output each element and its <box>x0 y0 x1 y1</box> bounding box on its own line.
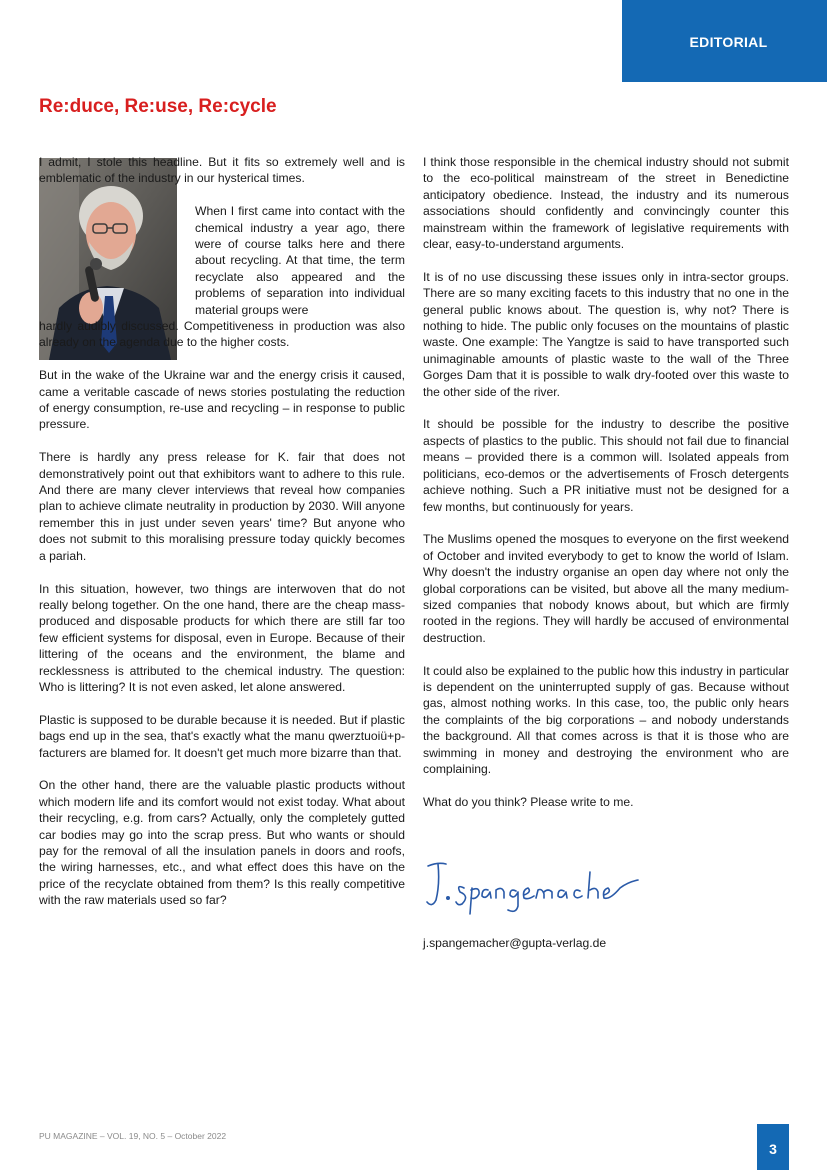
page-number: 3 <box>769 1141 777 1157</box>
paragraph: On the other hand, there are the valuable plastic products without which modern life and its comfort would not exist today. What about their recycling, e.g. from cars? Actually, only the completely gutted car bodies may go into the scrap press. But who wants or should pay for the removal of all the insulation panels in doors and roofs, the wiring harnesses, etc., and what effect does this have on the price of the recyclate obtained from them? Is this really competitive with the raw materials used so far? <box>39 778 405 908</box>
article-title: Re:duce, Re:use, Re:cycle <box>39 96 277 117</box>
paragraph: It should be possible for the industry to describe the positive aspects of plastics to the public. This should not fail due to financial means – provided there is a common will. Isolated appeals from politicians, eco-demos or the advertisements of Frosch detergents achieve nothing. Such a PR initiative must not be designed for a few months, but continuously for years. <box>423 417 789 514</box>
section-tab <box>622 0 827 82</box>
paragraph: But in the wake of the Ukraine war and the energy crisis it caused, came a veritable cascade of news stories postulating the reduction of energy consumption, re-use and recycling – in response to public pressure. <box>39 368 405 432</box>
paragraph: I think those responsible in the chemical industry should not submit to the eco-political mainstream of the street in Benedictine anticipatory obedience. Instead, the industry and its numerous associations should confidently and convincingly counter this mainstream within the framework of legislative requirements with clear, easy-to-understand arguments. <box>423 155 789 252</box>
section-tab-label: EDITORIAL <box>689 34 768 50</box>
wrap-paragraph-top: When I first came into contact with the chemical industry a year ago, there were of course talks here and there about recycling. At that time, the term recyclate also appeared and the problems of separation into individual material groups were <box>195 204 405 317</box>
author-email[interactable]: j.spangemacher@gupta-verlag.de <box>423 936 607 950</box>
signature <box>424 858 664 918</box>
paragraph: The Muslims opened the mosques to everyone on the first weekend of October and invited everybody to get to know the world of Islam. Why doesn't the industry organise an open day where not only the global corporations can be visited, but above all the many medium-sized companies that nobody knows about, but which are firmly rooted in the regions. They will hardly be accused of environmental destruction. <box>423 532 789 645</box>
paragraph: It could also be explained to the public how this industry in particular is dependent on the uninterrupted supply of gas. Because without gas, almost nothing works. In this case, too, the public only hears the complaints of the big corporations – and nobody understands the background. All that comes across is that it is those who are swimming in money and destroying the environment who are complaining. <box>423 663 789 776</box>
right-column <box>423 154 789 827</box>
paragraph: It is of no use discussing these issues only in intra-sector groups. There are so many exciting facets to this industry that no one in the general public knows about. The question is, why not? There is nothing to hide. The public only focuses on the mountains of plastic waste. One example: The Yangtze is said to have transported such unimaginable amounts of plastic waste to the wall of the Three Gorges Dam that it is possible to walk dry-footed over this waste to the other side of the river. <box>423 269 789 399</box>
paragraph: In this situation, however, two things are interwoven that do not really belong together. On the one hand, there are the cheap mass-produced and disposable products for which there are still far too few efficient systems for disposal, even in Europe. Because of their littering of the oceans and the environment, the blame and recklessness is attributed to the chemical industry. The question: Who is littering? It is not even asked, let alone answered. <box>39 581 405 694</box>
closing-paragraph: What do you think? Please write to me. <box>423 794 634 809</box>
wrap-paragraph-bottom: hardly audibly discussed. Competitiveness in production was also already on the agenda due to the higher costs. <box>39 319 405 350</box>
wrap-paragraph <box>39 203 405 351</box>
left-column <box>39 154 405 925</box>
paragraph: Plastic is supposed to be durable because it is needed. But if plastic bags end up in the sea, that's exactly what the manu qwerztuoiü+p-facturers are blamed for. It doesn't get much more bizarre than that. <box>39 712 405 760</box>
paragraph: There is hardly any press release for K. fair that does not demonstratively point out that exhibitors want to adhere to this rule. And there are many clever interviews that reveal how companies plan to achieve climate neutrality in production by 2030. Will anyone remember this in just under seven years' time? But anyone who does not submit to this moralising pressure today quickly becomes a pariah. <box>39 450 405 563</box>
page-number-box <box>757 1124 789 1170</box>
footer-issue: PU MAGAZINE – VOL. 19, NO. 5 – October 2022 <box>39 1131 227 1141</box>
intro-paragraph: I admit, I stole this headline. But it fits so extremely well and is emblematic of the industry in our hysterical times. <box>39 155 405 186</box>
